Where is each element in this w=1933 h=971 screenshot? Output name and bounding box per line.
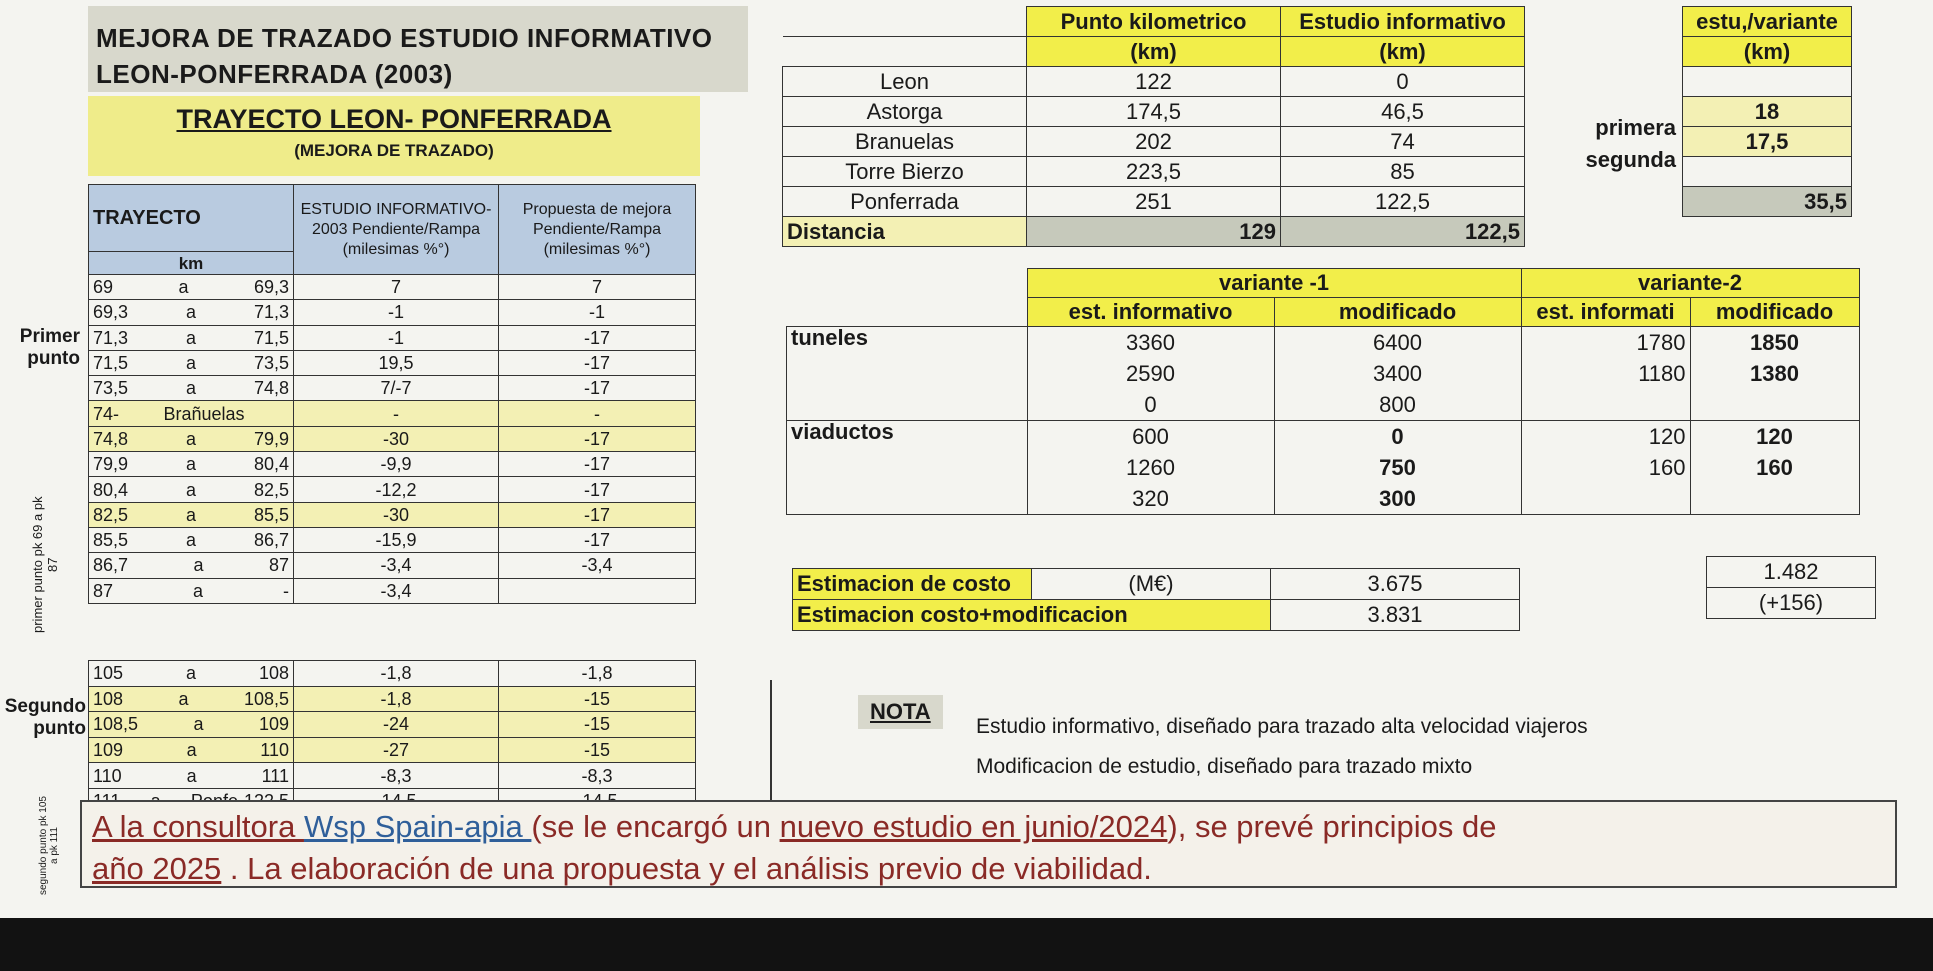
header-trayecto: TRAYECTO (89, 185, 294, 252)
stat-value: 6400 (1373, 330, 1422, 355)
km-range: 80,4 a 82,5 (89, 477, 294, 502)
est-value: 46,5 (1281, 97, 1525, 127)
km-range: 71,3 a 71,5 (89, 325, 294, 350)
estudio-value: 7/-7 (294, 376, 499, 401)
note-line-2: Modificacion de estudio, diseñado para trazado mixto (976, 755, 1473, 778)
place-name: Astorga (783, 97, 1027, 127)
v1-est-viaducts (1027, 421, 1274, 515)
place-name: Torre Bierzo (783, 157, 1027, 187)
stat-value: 600 (1132, 424, 1169, 449)
bottom-caption: A la consultora Wsp Spain-apia (se le encargó un nuevo estudio en junio/2024), se prevé principios de año 2025 . La elaboración de una propuesta y el análisis previo de viabilidad. (92, 809, 1497, 886)
variant-row-labels (1540, 112, 1676, 176)
v2-mod-viaducts (1690, 421, 1859, 515)
gradient-row (89, 712, 696, 738)
propuesta-value: -1,8 (499, 661, 696, 687)
side-label-primer: Primer punto (19, 326, 80, 369)
pk-value: 251 (1027, 187, 1281, 217)
cost-unit: (M€) (1032, 569, 1271, 600)
place-name: Ponferrada (783, 187, 1027, 217)
header-km: km (89, 252, 294, 275)
stat-value: 1780 (1636, 330, 1686, 355)
stat-value: 3360 (1126, 330, 1175, 355)
v1-mod-header: modificado (1274, 298, 1521, 327)
gradient-row (89, 325, 696, 350)
pk-value: 202 (1027, 127, 1281, 157)
stat-value: 300 (1379, 486, 1416, 511)
side-label-segundo: Segundo punto (4, 696, 86, 739)
gradient-table-second-point (88, 660, 696, 815)
propuesta-value: - (499, 401, 696, 426)
propuesta-value: -15 (499, 737, 696, 763)
variant-label-segunda: segunda (1585, 147, 1676, 172)
gradient-row (89, 350, 696, 375)
variant-unit: (km) (1683, 37, 1852, 67)
cost-table (792, 568, 1520, 631)
propuesta-value: -17 (499, 325, 696, 350)
gradient-row (89, 737, 696, 763)
km-range: 86,7 a 87 (89, 553, 294, 578)
v1-est-tunnels (1027, 327, 1274, 421)
gradient-row (89, 661, 696, 687)
propuesta-value: -17 (499, 477, 696, 502)
estudio-value: -1 (294, 300, 499, 325)
pk-header: Punto kilometrico (1027, 7, 1281, 37)
pk-row (783, 187, 1525, 217)
km-range: 79,9 a 80,4 (89, 452, 294, 477)
gradient-row (89, 578, 696, 603)
title-line-1: MEJORA DE TRAZADO ESTUDIO INFORMATIVO (96, 23, 713, 53)
cost-label-2: Estimacion costo+modificacion (793, 600, 1271, 631)
km-range: 110 a 111 (89, 763, 294, 789)
gradient-row (89, 452, 696, 477)
side-label-segundo-vertical: segundo punto pk 105 a pk 111 (38, 796, 60, 896)
est-value: 0 (1281, 67, 1525, 97)
estudio-value: -27 (294, 737, 499, 763)
propuesta-value: -15 (499, 686, 696, 712)
side-label-primer-vertical: primer punto pk 69 a pk 87 (30, 496, 60, 634)
pk-table (782, 6, 1525, 247)
pk-value: 223,5 (1027, 157, 1281, 187)
km-range: 85,5 a 86,7 (89, 527, 294, 552)
propuesta-value: -17 (499, 527, 696, 552)
gradient-row (89, 376, 696, 401)
km-range: 73,5 a 74,8 (89, 376, 294, 401)
gradient-row (89, 553, 696, 578)
est-value: 85 (1281, 157, 1525, 187)
variant-header: estu,/variante (1683, 7, 1852, 37)
v1-est-header: est. informativo (1027, 298, 1274, 327)
route-subtitle: (MEJORA DE TRAZADO) (294, 141, 494, 160)
propuesta-value: -17 (499, 350, 696, 375)
gradient-row (89, 401, 696, 426)
estudio-value: -24 (294, 712, 499, 738)
variant-value-segunda: 17,5 (1683, 127, 1852, 157)
distance-label: Distancia (783, 217, 1027, 247)
gradient-row (89, 527, 696, 552)
distance-pk: 129 (1027, 217, 1281, 247)
tunnels-viaducts-table (786, 268, 1860, 515)
v2-est-header: est. informati (1521, 298, 1690, 327)
est-value: 74 (1281, 127, 1525, 157)
propuesta-value: -17 (499, 502, 696, 527)
stat-value: 1260 (1126, 455, 1175, 480)
propuesta-value: -17 (499, 426, 696, 451)
propuesta-value: -17 (499, 376, 696, 401)
variante-2-header: variante-2 (1521, 269, 1859, 298)
estudio-value: -9,9 (294, 452, 499, 477)
estudio-value: 7 (294, 275, 499, 300)
cost-right-table (1706, 556, 1876, 619)
route-title: TRAYECTO LEON- PONFERRADA (176, 104, 612, 134)
estudio-value: - (294, 401, 499, 426)
estudio-value: -30 (294, 426, 499, 451)
route-banner (88, 96, 700, 176)
estudio-value: -8,3 (294, 763, 499, 789)
gradient-row (89, 477, 696, 502)
header-estudio: ESTUDIO INFORMATIVO-2003 Pendiente/Rampa (milesimas %°) (294, 185, 499, 275)
estudio-value: 19,5 (294, 350, 499, 375)
km-range: 69,3 a 71,3 (89, 300, 294, 325)
stat-value: 800 (1379, 392, 1416, 417)
viaductos-label: viaductos (787, 421, 1028, 515)
v1-mod-tunnels (1274, 327, 1521, 421)
v2-mod-header: modificado (1690, 298, 1859, 327)
km-range: 108,5 a 109 (89, 712, 294, 738)
estudio-value: -15,9 (294, 527, 499, 552)
km-range: 82,5 a 85,5 (89, 502, 294, 527)
km-range: 74,8 a 79,9 (89, 426, 294, 451)
gradient-row (89, 686, 696, 712)
propuesta-value: -17 (499, 452, 696, 477)
variant-table (1682, 6, 1852, 217)
gradient-row (89, 502, 696, 527)
estudio-value: -3,4 (294, 553, 499, 578)
note-label: NOTA (858, 695, 943, 729)
stat-value: 0 (1391, 424, 1404, 449)
propuesta-value: -15 (499, 712, 696, 738)
km-range: 69 a 69,3 (89, 275, 294, 300)
km-range: 105 a 108 (89, 661, 294, 687)
tuneles-label: tuneles (787, 327, 1028, 421)
estudio-value: -12,2 (294, 477, 499, 502)
estudio-value: -30 (294, 502, 499, 527)
estudio-value: -1 (294, 325, 499, 350)
stat-value: 1850 (1750, 330, 1799, 355)
pk-row (783, 97, 1525, 127)
pk-row (783, 67, 1525, 97)
note-bracket (770, 680, 786, 810)
variante-1-header: variante -1 (1027, 269, 1521, 298)
stat-value: 120 (1648, 424, 1686, 449)
km-range: 109 a 110 (89, 737, 294, 763)
stat-value: 750 (1379, 455, 1416, 480)
variant-label-primera: primera (1595, 115, 1676, 140)
propuesta-value (499, 578, 696, 603)
stat-value: 3400 (1373, 361, 1422, 386)
est-header-unit: (km) (1281, 37, 1525, 67)
header-propuesta: Propuesta de mejora Pendiente/Rampa (milesimas %°) (499, 185, 696, 275)
cost-right-value-1: 1.482 (1707, 557, 1876, 588)
place-name: Leon (783, 67, 1027, 97)
estudio-value: -1,8 (294, 661, 499, 687)
title-line-2: LEON-PONFERRADA (2003) (96, 59, 453, 89)
est-header: Estudio informativo (1281, 7, 1525, 37)
estudio-value: -1,8 (294, 686, 499, 712)
gradient-table (88, 184, 696, 604)
stat-value: 0 (1144, 392, 1157, 417)
stat-value: 1380 (1750, 361, 1799, 386)
document-title (88, 6, 748, 92)
variant-value-primera: 18 (1683, 97, 1852, 127)
stat-value: 160 (1648, 455, 1686, 480)
propuesta-value: -3,4 (499, 553, 696, 578)
note-line-1: Estudio informativo, diseñado para trazado alta velocidad viajeros (976, 715, 1588, 738)
km-range: 74- Brañuelas (89, 401, 294, 426)
v2-est-viaducts (1521, 421, 1690, 515)
v2-est-tunnels (1521, 327, 1690, 421)
consultora-name: Wsp Spain-apia (303, 809, 532, 844)
pk-value: 122 (1027, 67, 1281, 97)
pk-row (783, 157, 1525, 187)
propuesta-value: -1 (499, 300, 696, 325)
cost-label-1: Estimacion de costo (793, 569, 1032, 600)
pk-header-unit: (km) (1027, 37, 1281, 67)
place-name: Branuelas (783, 127, 1027, 157)
cost-value-1: 3.675 (1271, 569, 1520, 600)
v1-mod-viaducts (1274, 421, 1521, 515)
est-value: 122,5 (1281, 187, 1525, 217)
cost-right-value-2: (+156) (1707, 588, 1876, 619)
stat-value: 160 (1756, 455, 1793, 480)
stat-value: 320 (1132, 486, 1169, 511)
cost-value-2: 3.831 (1271, 600, 1520, 631)
v2-mod-tunnels (1690, 327, 1859, 421)
gradient-row (89, 300, 696, 325)
stat-value: 120 (1756, 424, 1793, 449)
km-range: 87 a - (89, 578, 294, 603)
gradient-row (89, 275, 696, 300)
propuesta-value: 7 (499, 275, 696, 300)
screen-bottom-bezel (0, 918, 1933, 971)
stat-value: 1180 (1638, 361, 1686, 386)
distance-est: 122,5 (1281, 217, 1525, 247)
estudio-value: -3,4 (294, 578, 499, 603)
gradient-row (89, 426, 696, 451)
pk-row (783, 127, 1525, 157)
stat-value: 2590 (1126, 361, 1175, 386)
km-range: 71,5 a 73,5 (89, 350, 294, 375)
km-range: 108 a 108,5 (89, 686, 294, 712)
pk-value: 174,5 (1027, 97, 1281, 127)
bottom-caption-box (80, 800, 1897, 888)
gradient-row (89, 763, 696, 789)
variant-total: 35,5 (1683, 187, 1852, 217)
propuesta-value: -8,3 (499, 763, 696, 789)
